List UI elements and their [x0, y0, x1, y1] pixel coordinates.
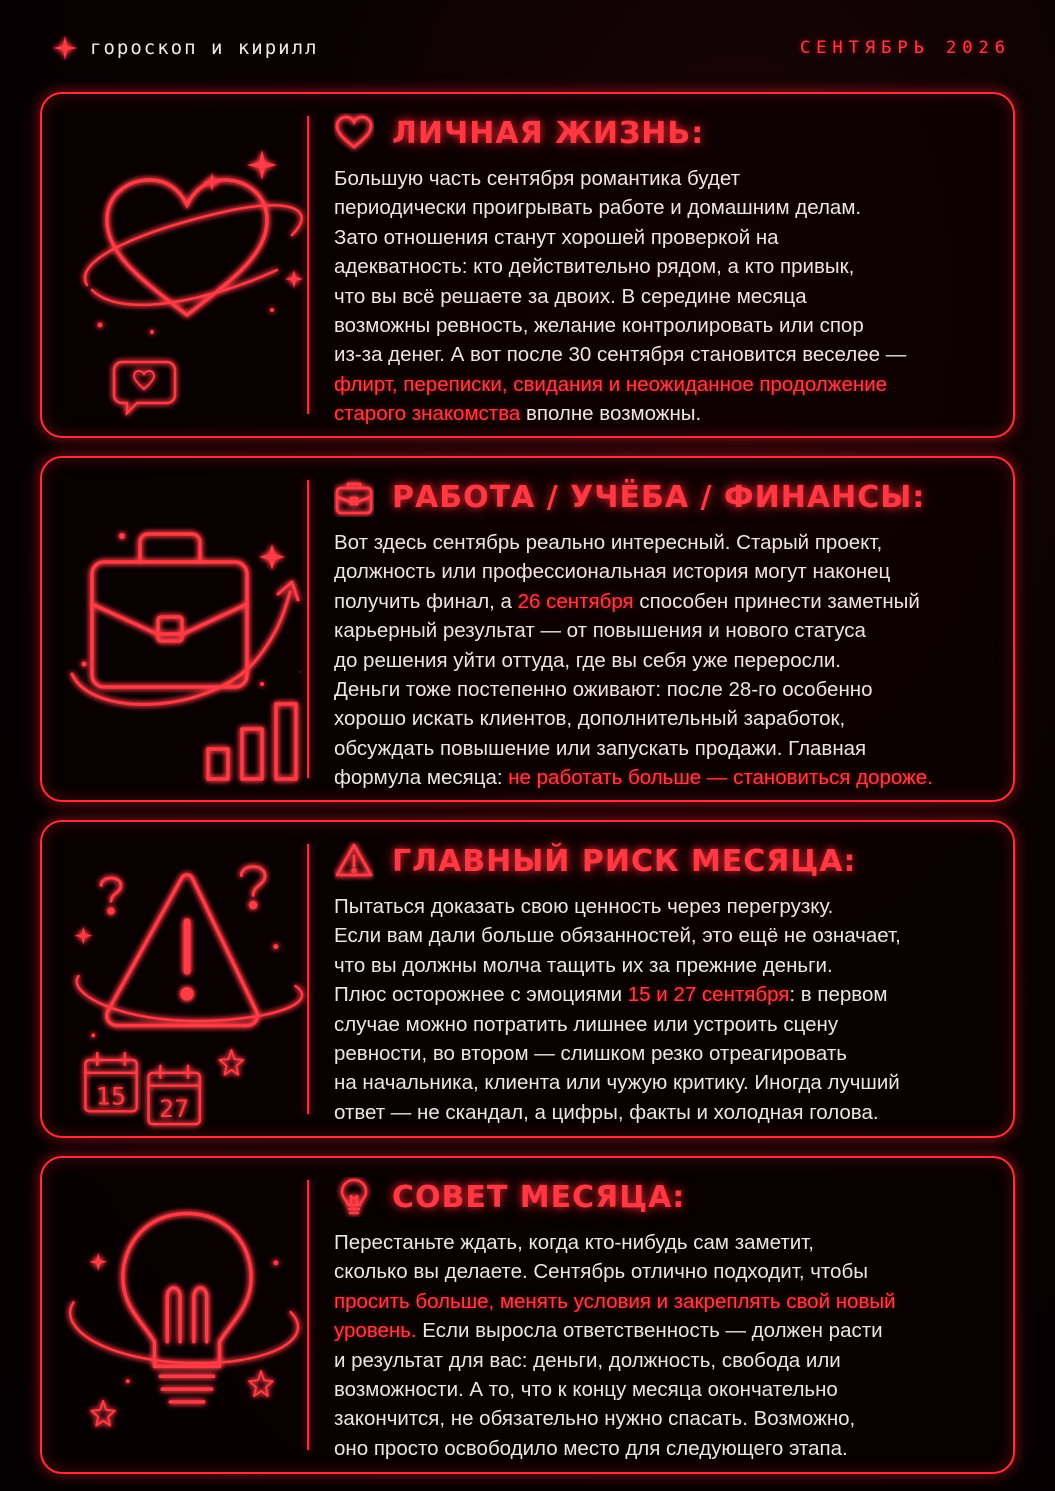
section-advice: [40, 1156, 1015, 1474]
section-risk: [40, 820, 1015, 1138]
section-title: РАБОТА / УЧЁБА / ФИНАНСЫ:: [392, 479, 926, 515]
text-part: Пытаться доказать свою ценность через перегрузку. Если вам дали больше обязанностей, это ещё не означает, что вы должны молча тащить их за прежние деньги. Плюс осторожнее с эмоциями: [334, 895, 901, 1007]
briefcase-icon: [334, 477, 374, 517]
section-title: ГЛАВНЫЙ РИСК МЕСЯЦА:: [392, 843, 857, 879]
text-highlight: просить больше, менять условия и закреплять свой новый уровень.: [334, 1289, 896, 1343]
section-divider: [307, 480, 309, 778]
lightbulb-illustration: [62, 1174, 312, 1470]
text-part: Большую часть сентября романтика будет периодически проигрывать работе и домашним делам. Зато отношения станут хорошей проверкой на адекватность: кто действительно рядом, а кто привык, что вы всё решаете за двоих. В середине месяца возможны ревность, желание контролировать или спор из-за денег. А вот после 30 сентября становится веселее —: [334, 167, 907, 367]
text-part: : в первом случае можно потратить лишнее или устроить сцену ревности, во втором — слишком резко отреагировать на начальника, клиента или чужую критику. Иногда лучший ответ — не скандал, а цифры, факты и холодная голова.: [334, 983, 900, 1124]
section-text: [334, 892, 991, 1127]
calendar-day-15: 15: [95, 1082, 127, 1111]
text-part: Вот здесь сентябрь реально интересный. Старый проект, должность или профессиональная история могут наконец получить финал, а: [334, 531, 891, 613]
calendar-day-27: 27: [159, 1095, 190, 1124]
warning-icon: [334, 841, 374, 881]
text-highlight: флирт, переписки, свидания и неожиданное продолжение старого знакомства: [334, 372, 888, 426]
header-date: СЕНТЯБРЬ 2026: [799, 38, 1011, 58]
section-divider: [307, 116, 309, 414]
section-header: [334, 1174, 991, 1220]
section-text: [334, 528, 991, 793]
warning-illustration: [62, 838, 312, 1134]
brand-name: гороскоп и кирилл: [90, 37, 319, 59]
section-work: [40, 456, 1015, 802]
brand: [52, 35, 318, 61]
heart-icon: [334, 113, 374, 153]
section-header: [334, 474, 991, 520]
text-part: Если выросла ответственность — должен расти и результат для вас: деньги, должность, свобода или возможности. А то, что к концу месяца окончательно закончится, не обязательно нужно спасать. Возможно, оно просто освободило место для следующего этапа.: [334, 1319, 883, 1460]
section-divider: [307, 1180, 309, 1450]
section-body: [334, 1174, 991, 1463]
section-title: ЛИЧНАЯ ЖИЗНЬ:: [392, 115, 705, 151]
section-divider: [307, 844, 309, 1114]
section-body: [334, 110, 991, 429]
header: [52, 30, 1011, 66]
text-part: вполне возможны.: [520, 402, 702, 426]
sparkle-icon: [52, 35, 78, 61]
briefcase-illustration: [62, 474, 312, 794]
section-header: [334, 838, 991, 884]
text-part: Перестаньте ждать, когда кто-нибудь сам заметит, сколько вы делаете. Сентябрь отлично подходит, чтобы: [334, 1231, 868, 1284]
text-highlight: не работать больше — становиться дороже.: [508, 766, 933, 790]
section-love: [40, 92, 1015, 438]
section-body: [334, 838, 991, 1127]
section-text: [334, 164, 991, 429]
lightbulb-icon: [334, 1177, 374, 1217]
section-header: [334, 110, 991, 156]
section-title: СОВЕТ МЕСЯЦА:: [392, 1179, 686, 1215]
text-highlight: 15 и 27 сентября: [627, 983, 790, 1007]
section-body: [334, 474, 991, 793]
text-highlight: 26 сентября: [517, 589, 634, 613]
text-part: способен принести заметный карьерный результат — от повышения и нового статуса до решения уйти оттуда, где вы себя уже переросли. Деньги тоже постепенно оживают: после 28-го особенно хорошо искать клиентов, дополнительный заработок, обсуждать повышение или запускать продажи. Главная формула месяца:: [334, 589, 920, 790]
heart-illustration: [62, 110, 312, 430]
section-text: [334, 1228, 991, 1463]
